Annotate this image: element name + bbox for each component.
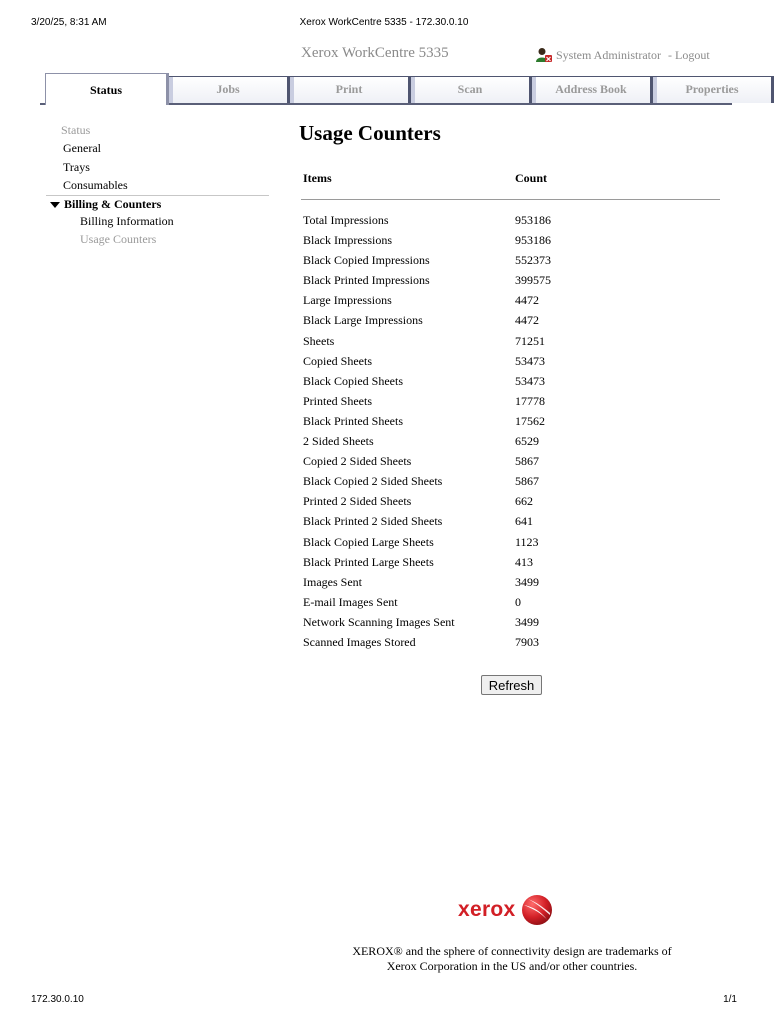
print-page-title: Xerox WorkCentre 5335 - 172.30.0.10 — [299, 17, 469, 28]
counter-name: Black Printed 2 Sided Sheets — [303, 514, 443, 529]
counter-value: 17562 — [515, 413, 545, 428]
table-row — [303, 334, 720, 354]
counter-name: Sheets — [303, 333, 335, 348]
user-name: System Administrator — [556, 47, 661, 62]
counter-value: 7903 — [515, 634, 539, 649]
table-row — [303, 595, 720, 615]
column-header-items: Items — [303, 171, 332, 185]
counter-value: 53473 — [515, 353, 545, 368]
counter-value: 71251 — [515, 333, 545, 348]
counter-value: 4472 — [515, 313, 539, 328]
table-row — [303, 414, 720, 434]
trademark-notice — [300, 944, 724, 974]
table-row — [303, 313, 720, 333]
sidebar-divider — [46, 195, 269, 196]
column-header-count: Count — [515, 171, 548, 185]
table-row — [303, 494, 720, 514]
xerox-sphere-icon — [521, 894, 553, 926]
print-page-number: 1/1 — [723, 994, 737, 1005]
tab-address-book[interactable]: Address Book — [531, 76, 653, 103]
counter-value: 413 — [515, 554, 533, 569]
table-row — [303, 394, 720, 414]
sidebar-item-consumables[interactable]: Consumables — [63, 178, 128, 192]
counter-name: Black Printed Sheets — [303, 413, 403, 428]
table-row — [303, 575, 720, 595]
table-row — [303, 213, 720, 233]
counter-name: Images Sent — [303, 574, 362, 589]
counter-name: Black Copied Sheets — [303, 373, 403, 388]
table-row — [303, 454, 720, 474]
counter-value: 1123 — [515, 534, 539, 549]
counter-name: E-mail Images Sent — [303, 594, 398, 609]
sidebar-item-trays[interactable]: Trays — [63, 160, 90, 174]
counter-name: Printed Sheets — [303, 393, 372, 408]
table-row — [303, 253, 720, 273]
xerox-logo — [458, 894, 553, 926]
print-header — [0, 17, 768, 31]
counter-value: 5867 — [515, 474, 539, 489]
sidebar-item-general[interactable]: General — [63, 141, 101, 155]
counter-value: 3499 — [515, 614, 539, 629]
counter-name: Black Printed Impressions — [303, 273, 430, 288]
table-row — [303, 233, 720, 253]
app-title: Xerox WorkCentre 5335 — [301, 45, 449, 61]
sidebar-item-billing-information[interactable]: Billing Information — [80, 214, 174, 228]
table-row — [303, 374, 720, 394]
tab-properties[interactable]: Properties — [652, 76, 774, 103]
table-row — [303, 635, 720, 655]
sidebar-item-usage-counters[interactable]: Usage Counters — [80, 232, 157, 246]
counter-value: 0 — [515, 594, 521, 609]
counter-name: 2 Sided Sheets — [303, 434, 374, 449]
sidebar-section-status[interactable]: Status — [61, 123, 91, 137]
counter-name: Copied Sheets — [303, 353, 372, 368]
table-body — [303, 213, 720, 655]
counter-value: 6529 — [515, 434, 539, 449]
tab-jobs[interactable]: Jobs — [168, 76, 290, 103]
trademark-line-2: Xerox Corporation in the US and/or other countries. — [386, 959, 638, 973]
print-datetime: 3/20/25, 8:31 AM — [31, 17, 107, 28]
user-admin-icon — [535, 47, 553, 63]
user-separator: - — [668, 47, 672, 62]
print-footer — [0, 994, 768, 1008]
user-area — [535, 47, 710, 63]
counter-name: Black Copied Large Sheets — [303, 534, 434, 549]
counter-name: Printed 2 Sided Sheets — [303, 494, 412, 509]
table-row — [303, 434, 720, 454]
tab-scan[interactable]: Scan — [410, 76, 532, 103]
page-title: Usage Counters — [299, 121, 441, 145]
counter-value: 953186 — [515, 233, 551, 248]
table-row — [303, 273, 720, 293]
tab-bar — [40, 73, 739, 106]
counter-value: 399575 — [515, 273, 551, 288]
table-header-divider — [301, 199, 720, 200]
counter-name: Black Printed Large Sheets — [303, 554, 434, 569]
counter-value: 552373 — [515, 253, 551, 268]
counter-name: Large Impressions — [303, 293, 392, 308]
counter-name: Scanned Images Stored — [303, 634, 416, 649]
table-row — [303, 555, 720, 575]
counter-name: Black Copied 2 Sided Sheets — [303, 474, 443, 489]
counter-name: Black Impressions — [303, 233, 392, 248]
counter-value: 5867 — [515, 454, 539, 469]
table-row — [303, 535, 720, 555]
counter-value: 953186 — [515, 213, 551, 227]
counter-name: Network Scanning Images Sent — [303, 614, 455, 629]
counter-name: Total Impressions — [303, 213, 389, 227]
table-row — [303, 514, 720, 534]
counter-name: Copied 2 Sided Sheets — [303, 454, 412, 469]
counter-value: 3499 — [515, 574, 539, 589]
counter-value: 53473 — [515, 373, 545, 388]
table-row — [303, 354, 720, 374]
counter-value: 641 — [515, 514, 533, 529]
table-row — [303, 474, 720, 494]
table-row — [303, 293, 720, 313]
tab-status[interactable]: Status — [45, 73, 169, 105]
sidebar-group-label: Billing & Counters — [64, 197, 162, 211]
trademark-line-1: XEROX® and the sphere of connectivity design are trademarks of — [352, 944, 672, 958]
expand-triangle-icon — [50, 202, 60, 208]
counter-name: Black Large Impressions — [303, 313, 423, 328]
counter-value: 17778 — [515, 393, 545, 408]
counter-name: Black Copied Impressions — [303, 253, 430, 268]
logout-link[interactable]: Logout — [675, 47, 710, 62]
sidebar-group-billing-counters[interactable] — [50, 197, 161, 212]
print-url: 172.30.0.10 — [31, 994, 84, 1005]
refresh-button[interactable]: Refresh — [481, 675, 542, 695]
counter-value: 4472 — [515, 293, 539, 308]
xerox-logo-text: xerox — [458, 898, 516, 921]
tab-print[interactable]: Print — [289, 76, 411, 103]
counter-value: 662 — [515, 494, 533, 509]
table-row — [303, 615, 720, 635]
